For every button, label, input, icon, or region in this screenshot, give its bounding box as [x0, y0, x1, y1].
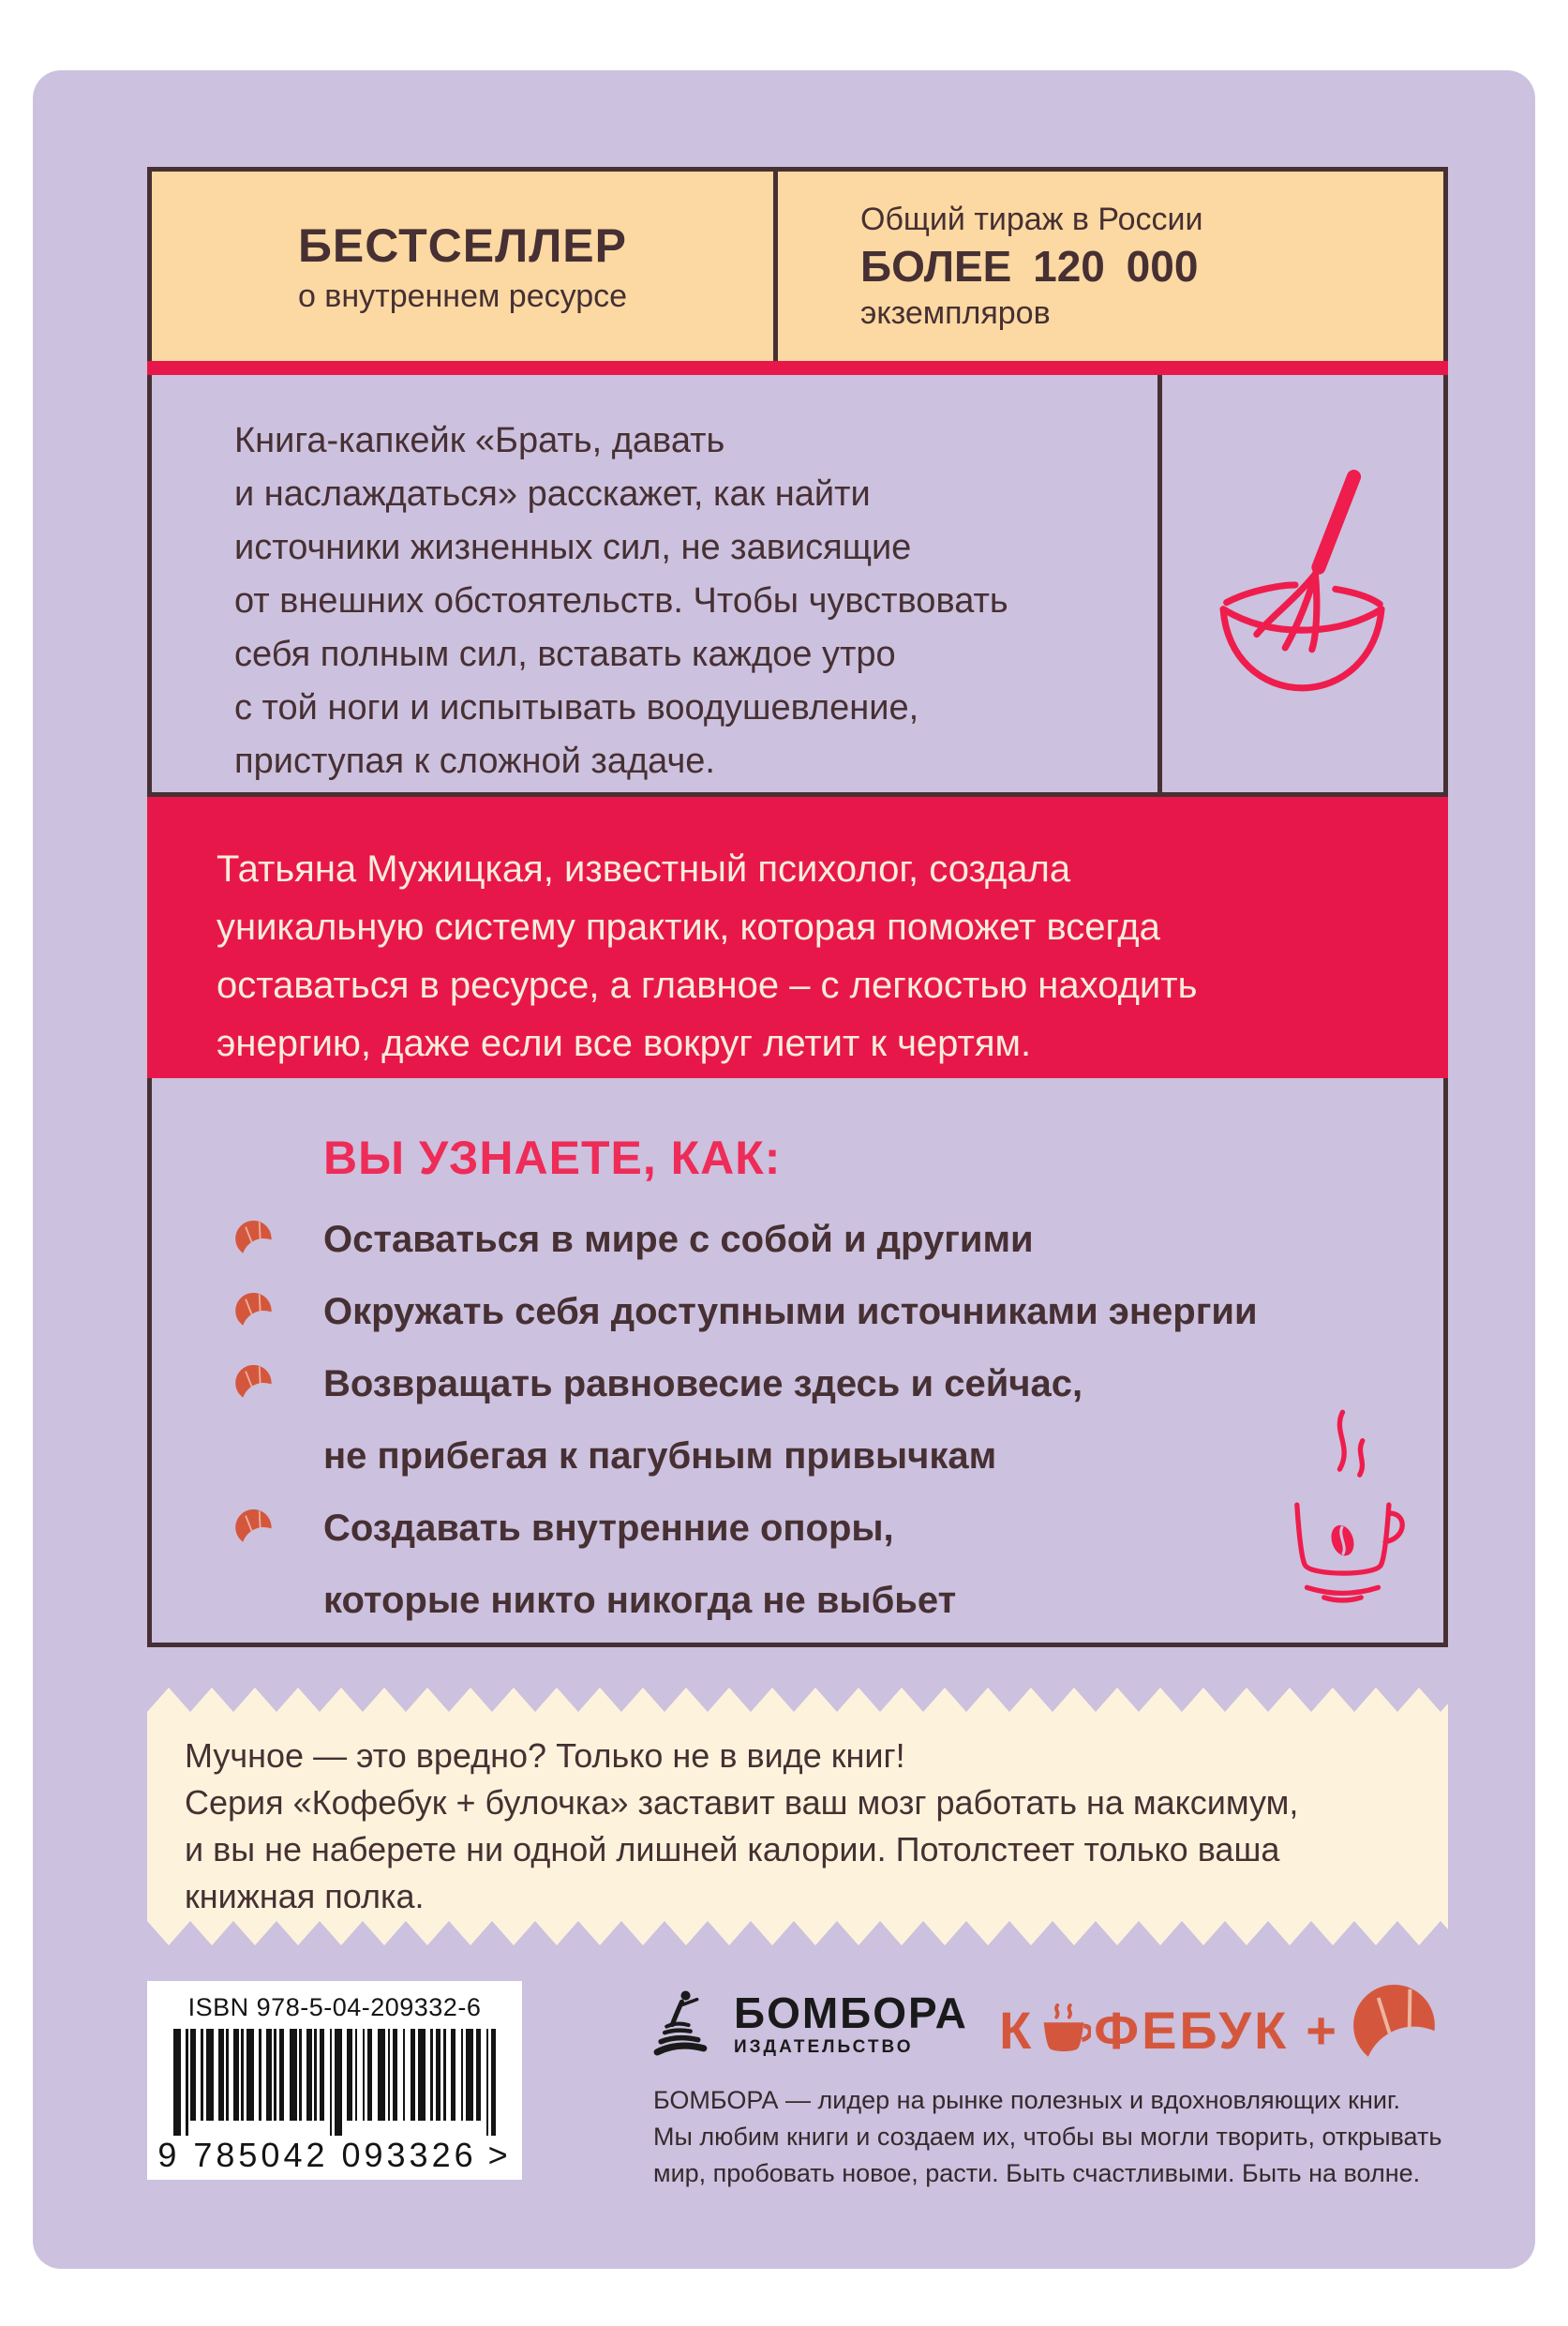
barcode-bar	[476, 2029, 481, 2121]
print-run-badge	[778, 172, 1443, 361]
barcode-bar	[186, 2029, 188, 2136]
series-note	[147, 1712, 1448, 1921]
barcode-bar	[246, 2029, 254, 2121]
publisher-line: мир, пробовать новое, расти. Быть счастливыми. Быть на волне.	[653, 2159, 1421, 2187]
barcode-bar	[190, 2029, 195, 2121]
quote-line: Татьяна Мужицкая, известный психолог, создала	[217, 848, 1071, 890]
barcode-bar	[320, 2029, 324, 2121]
list-item-text: Возвращать равновесие здесь и сейчас,	[323, 1363, 1083, 1404]
description-line: от внешних обстоятельств. Чтобы чувствовать	[234, 581, 1008, 621]
barcode-bar	[347, 2029, 351, 2121]
barcode-bar	[451, 2029, 455, 2121]
series-logo-letter: К	[999, 2000, 1035, 2060]
list-item-text: Создавать внутренние опоры,	[323, 1508, 894, 1549]
book-description-box	[147, 375, 1448, 797]
barcode-bar	[233, 2029, 238, 2121]
barcode-bar	[218, 2029, 223, 2121]
croissant-icon	[234, 1508, 277, 1551]
book-description	[152, 375, 1157, 792]
barcode-bar	[299, 2029, 302, 2121]
publisher-name: БОМБОРА	[734, 1988, 968, 2037]
isbn-label: ISBN 978-5-04-209332-6	[187, 1993, 482, 2021]
barcode-bar	[418, 2029, 426, 2121]
list-item	[152, 1493, 1443, 1565]
barcode-bar	[491, 2029, 496, 2136]
barcode-bar	[486, 2029, 489, 2136]
list-item-text: Окружать себя доступными источниками энергии	[323, 1291, 1258, 1332]
barcode-bar	[411, 2029, 415, 2121]
barcode-box	[147, 1981, 522, 2180]
list-item-text: которые никто никогда не выбьет	[323, 1580, 957, 1621]
publisher-subtitle: ИЗДАТЕЛЬСТВО	[734, 2037, 914, 2057]
bestseller-subtitle: о внутреннем ресурсе	[297, 278, 628, 314]
plus-sign: +	[1306, 2000, 1339, 2060]
barcode-bar	[266, 2029, 271, 2121]
icon-column	[1157, 375, 1443, 792]
list-item	[152, 1276, 1443, 1348]
barcode-bar	[430, 2029, 433, 2121]
barcode-bar	[403, 2029, 406, 2121]
series-logo	[999, 1981, 1448, 2078]
barcode-bar	[363, 2029, 366, 2121]
publisher-line: БОМБОРА — лидер на рынке полезных и вдохновляющих книг.	[653, 2086, 1401, 2114]
croissant-icon	[234, 1363, 277, 1406]
list-item-continuation	[152, 1565, 1443, 1637]
zigzag-edge-bottom	[147, 1921, 1448, 1945]
footer	[147, 1981, 1448, 2192]
barcode-bar	[173, 2029, 181, 2136]
barcode-bar	[378, 2029, 385, 2121]
you-will-learn-box	[147, 1078, 1448, 1647]
barcode-arrow: >	[487, 2136, 512, 2174]
description-line: приступая к сложной задаче.	[234, 742, 715, 781]
print-run-line: Общий тираж в России	[860, 202, 1203, 237]
note-line: книжная полка.	[185, 1877, 425, 1915]
print-run-amount: БОЛЕЕ 120 000	[860, 242, 1199, 291]
author-quote-box	[147, 797, 1448, 1078]
red-divider-strip	[147, 361, 1448, 375]
list-item	[152, 1348, 1443, 1420]
barcode-bar	[206, 2029, 214, 2121]
barcode-bar	[388, 2029, 391, 2121]
ean13-barcode	[173, 2029, 497, 2136]
barcode-bar	[314, 2029, 317, 2121]
barcode-bar	[466, 2029, 473, 2121]
quote-line: оставаться в ресурсе, а главное – с легкостью находить	[217, 965, 1198, 1006]
section-heading: ВЫ УЗНАЕТЕ, КАК:	[323, 1132, 782, 1184]
coffee-cup-icon	[1037, 2003, 1091, 2057]
whisk-in-bowl-icon	[1214, 458, 1392, 710]
purple-panel	[33, 70, 1535, 2269]
coffee-cup-steam-icon	[1273, 1403, 1415, 1629]
list-item-text: Оставаться в мире с собой и другими	[323, 1219, 1034, 1260]
series-logo-letters: ФЕБУК	[1094, 2000, 1290, 2060]
description-line: Книга-капкейк «Брать, давать	[234, 421, 725, 460]
note-line: Серия «Кофебук + булочка» заставит ваш мозг работать на максимум,	[185, 1783, 1299, 1822]
barcode-bar	[201, 2029, 203, 2121]
barcode-bar	[367, 2029, 372, 2121]
cover-content	[147, 70, 1448, 2269]
quote-line: энергию, даже если все вокруг летит к чертям.	[217, 1023, 1032, 1064]
header-badges	[147, 167, 1448, 361]
publisher-description	[653, 2082, 1441, 2192]
list-item	[152, 1204, 1443, 1276]
barcode-bar	[226, 2029, 229, 2121]
note-line: и вы не наберете ни одной лишней калории. Потолстеет только ваша	[185, 1830, 1280, 1868]
croissant-icon	[234, 1219, 277, 1262]
barcode-bar	[393, 2029, 397, 2121]
bestseller-badge	[152, 172, 773, 361]
barcode-bar	[335, 2029, 342, 2136]
description-line: источники жизненных сил, не зависящие	[234, 528, 912, 567]
bestseller-title: БЕСТСЕЛЛЕР	[297, 218, 627, 272]
barcode-bar	[274, 2029, 276, 2121]
barcode-digits	[157, 2136, 511, 2175]
note-line: Мучное — это вредно? Только не в виде книг!	[185, 1736, 905, 1775]
description-line: и наслаждаться» расскажет, как найти	[234, 474, 871, 514]
barcode-bar	[461, 2029, 464, 2121]
croissant-icon	[234, 1291, 277, 1334]
description-line: с той ноги и испытывать воодушевление,	[234, 688, 919, 728]
publisher-name-block	[734, 1990, 968, 2058]
description-line: себя полным сил, вставать каждое утро	[234, 635, 896, 674]
barcode-bar	[443, 2029, 446, 2121]
publisher-line: Мы любим книги и создаем их, чтобы вы могли творить, открывать	[653, 2123, 1442, 2151]
barcode-bar	[259, 2029, 261, 2121]
surfer-wave-icon	[653, 1988, 715, 2060]
barcode-bar	[330, 2029, 333, 2136]
barcode-bar	[355, 2029, 358, 2121]
zigzag-edge-top	[147, 1688, 1448, 1712]
barcode-bar	[436, 2029, 441, 2121]
barcode-bar	[241, 2029, 244, 2121]
list-item-text: не прибегая к пагубным привычкам	[323, 1435, 997, 1477]
barcode-bar	[279, 2029, 284, 2121]
list-item-continuation	[152, 1420, 1443, 1493]
quote-line: уникальную систему практик, которая поможет всегда	[217, 907, 1160, 948]
series-note-box	[147, 1688, 1448, 1945]
croissant-icon	[1344, 1974, 1454, 2084]
barcode-bar	[290, 2029, 297, 2121]
barcode-number: 9 785042 093326	[157, 2136, 477, 2174]
print-run-line: экземпляров	[860, 295, 1051, 331]
barcode-bar	[306, 2029, 311, 2121]
